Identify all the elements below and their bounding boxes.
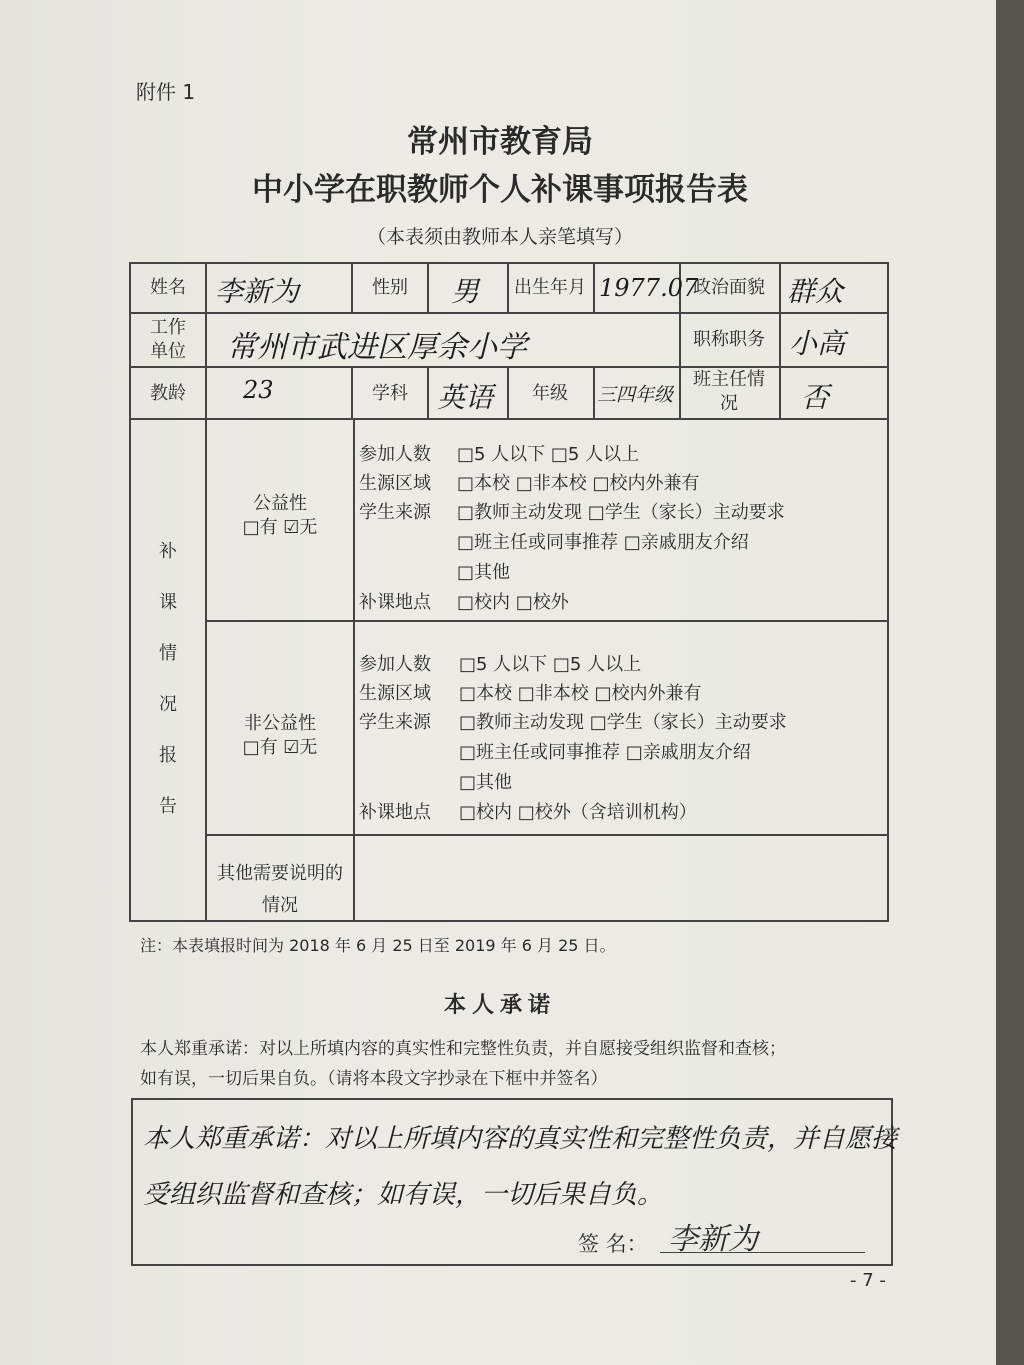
- nonpublic-row-label: 参加人数: [359, 654, 431, 675]
- handwritten-line-2: 受组织监督和查核；如有误，一切后果自负。: [143, 1180, 664, 1210]
- workplace-label: 工作单位: [150, 317, 186, 362]
- handwritten-pledge-box: [131, 1098, 898, 1266]
- birth-label: 出生年月: [514, 277, 586, 298]
- subtitle: （本表须由教师本人亲笔填写）: [366, 226, 633, 248]
- nonpublic-row-options[interactable]: □5 人以下 □5 人以上: [459, 654, 642, 675]
- other-label: 其他需要说明的情况: [217, 863, 343, 916]
- grade-value: 三四年级: [597, 384, 674, 406]
- public-row-label: 补课地点: [359, 592, 431, 613]
- public-row-options[interactable]: □本校 □非本校 □校内外兼有: [457, 473, 700, 494]
- side-label: 补 课 情 况 报 告: [159, 541, 177, 817]
- nonpublic-row-options[interactable]: □其他: [459, 772, 513, 793]
- public-row-label: 学生来源: [359, 502, 431, 523]
- grade-label: 年级: [532, 383, 568, 404]
- pledge-title: 本人承诺: [443, 993, 556, 1018]
- birth-value: 1977.07: [599, 274, 699, 302]
- head-teacher-value: 否: [801, 381, 830, 414]
- nonpublic-row-options[interactable]: □教师主动发现 □学生（家长）主动要求: [459, 712, 787, 733]
- gender-value: 男: [451, 275, 480, 308]
- political-value: 群众: [787, 275, 844, 308]
- page-number: - 7 -: [850, 1270, 886, 1291]
- signature: 李新为: [668, 1222, 758, 1257]
- handwritten-line-1: 本人郑重承诺：对以上所填内容的真实性和完整性负责，并自愿接: [143, 1124, 898, 1154]
- public-row-options[interactable]: □5 人以下 □5 人以上: [457, 444, 640, 465]
- attachment-label: 附件 1: [136, 80, 196, 104]
- nonpublic-choice[interactable]: □有 ☑无: [242, 737, 318, 758]
- workplace-value: 常州市武进区厚余小学: [227, 330, 527, 365]
- pledge-line-2: 如有误，一切后果自负。（请将本段文字抄录在下框中并签名）: [140, 1069, 608, 1089]
- nonpublic-row-options[interactable]: □班主任或同事推荐 □亲戚朋友介绍: [459, 742, 751, 763]
- public-row-options[interactable]: □班主任或同事推荐 □亲戚朋友介绍: [457, 532, 749, 553]
- nonpublic-row-label: 生源区域: [359, 683, 431, 704]
- page-edge-shadow: [996, 0, 1024, 1365]
- public-row-label: 参加人数: [359, 444, 431, 465]
- public-row-options[interactable]: □教师主动发现 □学生（家长）主动要求: [457, 502, 785, 523]
- table-note: 注：本表填报时间为 2018 年 6 月 25 日至 2019 年 6 月 25 日。: [140, 936, 616, 955]
- pledge-line-1: 本人郑重承诺：对以上所填内容的真实性和完整性负责，并自愿接受组织监督和查核；: [140, 1039, 786, 1059]
- nonpublic-row-options[interactable]: □本校 □非本校 □校内外兼有: [459, 683, 702, 704]
- political-label: 政治面貌: [693, 277, 765, 298]
- title-label: 职称职务: [693, 329, 765, 350]
- name-label: 姓名: [150, 277, 186, 298]
- nonpublic-row-label: 学生来源: [359, 712, 431, 733]
- public-label: 公益性: [253, 493, 307, 514]
- title-value: 小高: [789, 327, 846, 360]
- sign-label: 签 名：: [578, 1232, 648, 1256]
- report-table: [129, 262, 889, 922]
- nonpublic-row-options[interactable]: □校内 □校外（含培训机构）: [459, 802, 697, 823]
- name-value: 李新为: [215, 275, 300, 308]
- nonpublic-label: 非公益性: [244, 713, 316, 734]
- gender-label: 性别: [372, 277, 408, 298]
- nonpublic-row-label: 补课地点: [359, 802, 431, 823]
- title-line-1: 常州市教育局: [407, 124, 593, 160]
- subject-label: 学科: [372, 383, 408, 404]
- public-row-options[interactable]: □其他: [457, 562, 511, 583]
- pledge-text: [140, 1034, 900, 1094]
- public-row-label: 生源区域: [359, 473, 431, 494]
- public-choice[interactable]: □有 ☑无: [242, 517, 318, 538]
- public-row-options[interactable]: □校内 □校外: [457, 592, 569, 613]
- title-line-2: 中小学在职教师个人补课事项报告表: [252, 172, 748, 208]
- teaching-years-value: 23: [243, 376, 274, 404]
- subject-value: 英语: [437, 381, 494, 414]
- teaching-years-label: 教龄: [150, 383, 186, 404]
- head-teacher-label: 班主任情况: [693, 369, 765, 414]
